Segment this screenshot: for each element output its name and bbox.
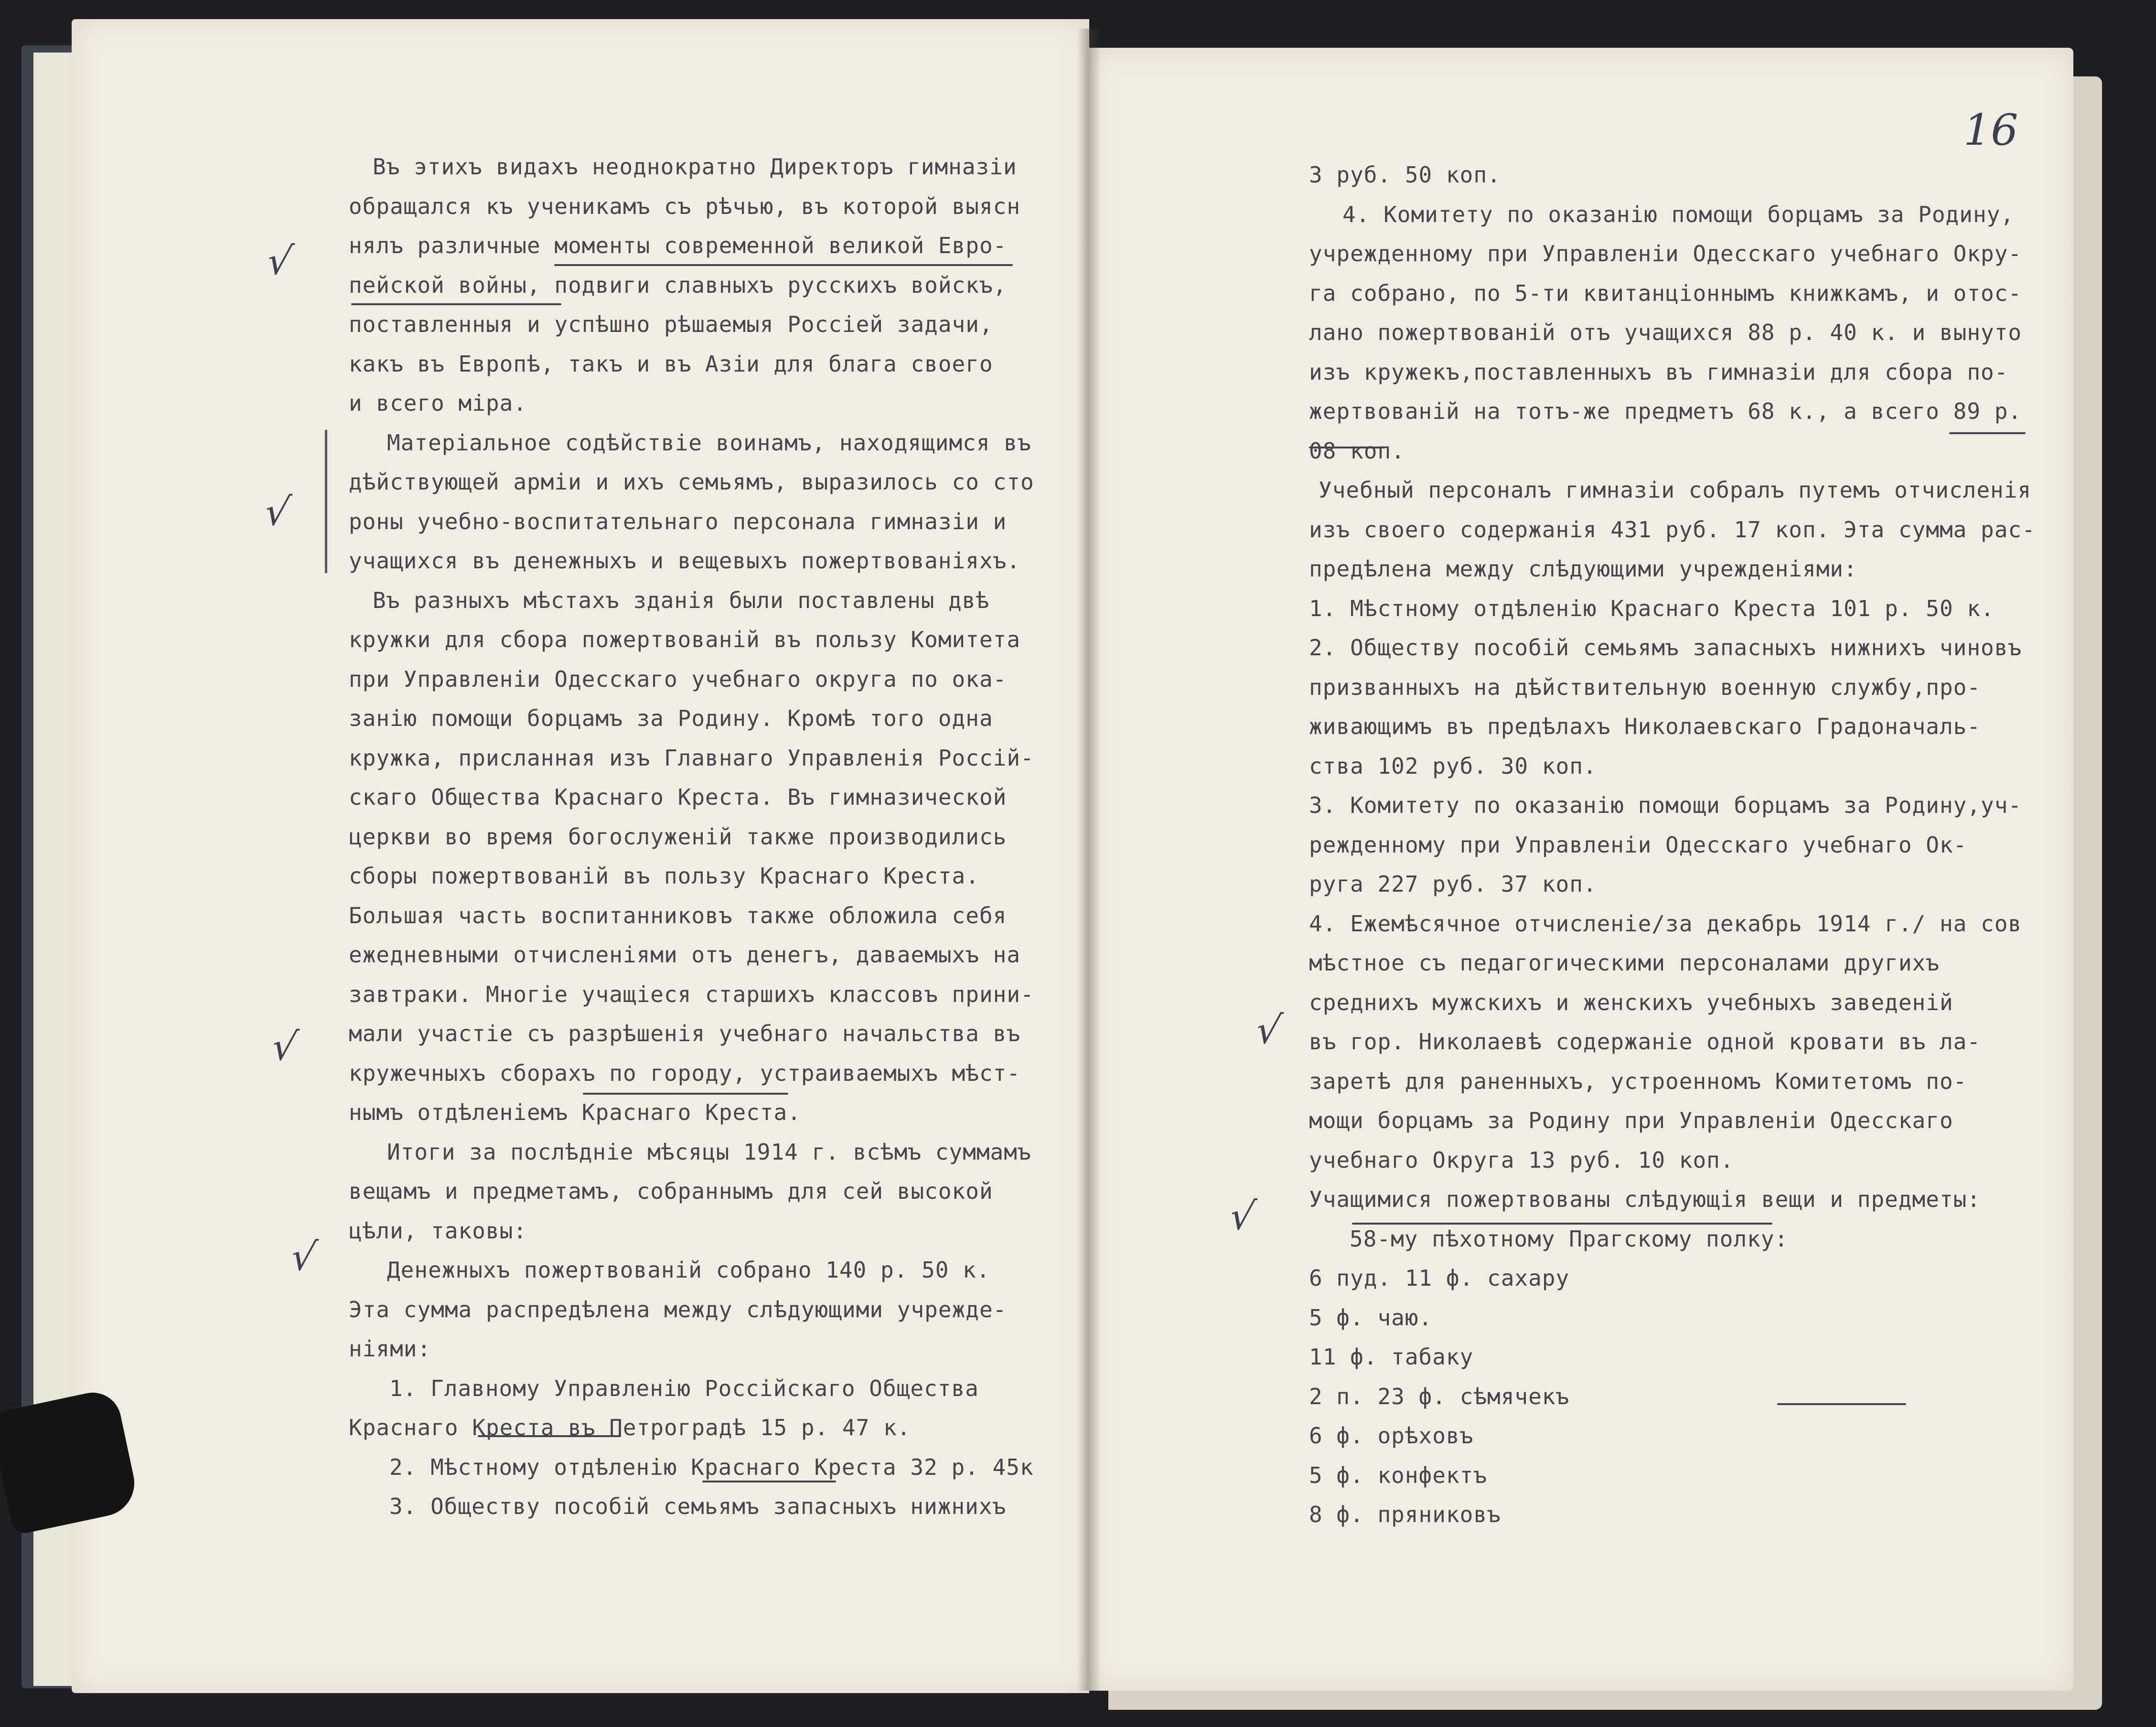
- text-line: мощи борцамъ за Родину при Управленіи Одесскаго: [1309, 1108, 1953, 1133]
- text-line: учебнаго Округа 13 руб. 10 коп.: [1309, 1147, 1734, 1173]
- text-line: среднихъ мужскихъ и женскихъ учебныхъ заведеній: [1309, 989, 1953, 1015]
- text-line: роны учебно-воспитательнаго персонала гимназіи и: [349, 508, 1007, 534]
- text-line: 4. Ежемѣсячное отчисленіе/за декабрь 1914 г./ на сов: [1309, 910, 2022, 937]
- text-line: живающимъ въ предѣлахъ Николаевскаго Градоначаль-: [1309, 714, 1981, 739]
- text-line: изъ кружекъ,поставленныхъ въ гимназіи для сбора по-: [1309, 359, 2008, 385]
- text-line: кружки для сбора пожертвованій въ пользу Комитета: [349, 627, 1021, 652]
- text-line: 58-му пѣхотному Прагскому полку:: [1350, 1226, 1789, 1252]
- text-line: 1. Главному Управленію Россійскаго Общества: [389, 1375, 979, 1401]
- text-line: ежедневными отчисленіями отъ денегъ, даваемыхъ на: [349, 942, 1021, 968]
- text-line: 2. Мѣстному отдѣленію Краснаго Креста 32 р. 45к: [389, 1454, 1034, 1480]
- text-line: 8 ф. пряниковъ: [1309, 1502, 1501, 1527]
- text-line: га собрано, по 5-ти квитанціоннымъ книжкамъ, и отос-: [1309, 280, 2022, 306]
- text-line: 5 ф. чаю.: [1309, 1304, 1433, 1331]
- text-line: скаго Общества Краснаго Креста. Въ гимназической: [349, 784, 1007, 810]
- text-line: 4. Комитету по оказанію помощи борцамъ за Родину,: [1342, 201, 2015, 227]
- text-line: вещамъ и предметамъ, собраннымъ для сей высокой: [349, 1178, 993, 1204]
- text-line: Матеріальное содѣйствіе воинамъ, находящимся въ: [387, 429, 1031, 456]
- text-line: пейской войны, подвиги славныхъ русскихъ войскъ,: [349, 272, 1007, 298]
- text-line: Краснаго Креста въ Петроградѣ 15 р. 47 к.: [349, 1415, 911, 1440]
- left-page-text: [349, 147, 1075, 1526]
- page-number: 16: [1963, 105, 2018, 155]
- text-line: Въ разныхъ мѣстахъ зданія были поставлены двѣ: [373, 587, 990, 613]
- text-line: сборы пожертвованій въ пользу Краснаго Креста.: [349, 863, 979, 889]
- checkmark-icon: √: [287, 1235, 320, 1279]
- text-line: 3. Обществу пособій семьямъ запасныхъ нижнихъ: [389, 1493, 1007, 1519]
- text-line: дѣйствующей арміи и ихъ семьямъ, выразилось со сто: [349, 469, 1034, 495]
- text-line: кружка, присланная изъ Главнаго Управленія Россій-: [349, 745, 1034, 771]
- text-line: заретѣ для раненныхъ, устроенномъ Комитетомъ по-: [1309, 1068, 1967, 1094]
- right-page-text: [1309, 155, 2054, 1535]
- text-line: Итоги за послѣдніе мѣсяцы 1914 г. всѣмъ суммамъ: [387, 1139, 1031, 1165]
- checkmark-icon: √: [261, 490, 294, 534]
- text-line: Въ этихъ видахъ неоднократно Директоръ гимназіи: [373, 154, 1017, 180]
- text-line: Учебный персоналъ гимназіи собралъ путемъ отчисленія: [1319, 477, 2032, 503]
- text-line: при Управленіи Одесскаго учебнаго округа по ока-: [349, 666, 1007, 692]
- text-line: учрежденному при Управленіи Одесскаго учебнаго Окру-: [1309, 241, 2022, 267]
- text-line: руга 227 руб. 37 коп.: [1309, 871, 1597, 897]
- text-line: 1. Мѣстному отдѣленію Краснаго Креста 101 р. 50 к.: [1309, 595, 1995, 621]
- checkmark-icon: √: [1226, 1194, 1259, 1238]
- text-line: изъ своего содержанія 431 руб. 17 коп. Эта сумма рас-: [1309, 516, 2036, 543]
- text-line: призванныхъ на дѣйствительную военную службу,про-: [1309, 674, 1981, 700]
- text-line: Эта сумма распредѣлена между слѣдующими учрежде-: [349, 1296, 1007, 1322]
- text-line: ства 102 руб. 30 коп.: [1309, 753, 1597, 779]
- margin-bracket-mark: [325, 430, 327, 573]
- text-line: нялъ различные моменты современной великой Евро-: [349, 233, 1007, 258]
- text-line: 6 ф. орѣховъ: [1309, 1423, 1474, 1449]
- text-line: 08 коп.: [1309, 437, 1405, 464]
- text-line: предѣлена между слѣдующими учрежденіями:: [1309, 556, 1857, 582]
- text-line: Денежныхъ пожертвованій собрано 140 р. 50 к.: [387, 1257, 990, 1283]
- text-line: церкви во время богослуженій также производились: [349, 823, 1007, 850]
- text-line: и всего міра.: [349, 390, 527, 416]
- text-line: режденному при Управленіи Одесскаго учебнаго Ок-: [1309, 832, 1967, 858]
- text-line: 3. Комитету по оказанію помощи борцамъ за Родину,уч-: [1309, 792, 2022, 818]
- text-line: учащихся въ денежныхъ и вещевыхъ пожертвованіяхъ.: [349, 548, 1021, 574]
- text-line: Большая часть воспитанниковъ также обложила себя: [349, 902, 1007, 928]
- text-line: нымъ отдѣленіемъ Краснаго Креста.: [349, 1099, 801, 1125]
- text-line: Учащимися пожертвованы слѣдующія вещи и предметы:: [1309, 1186, 1981, 1212]
- text-line: цѣли, таковы:: [349, 1217, 527, 1244]
- checkmark-icon: √: [263, 239, 296, 283]
- text-line: обращался къ ученикамъ съ рѣчью, въ которой выясн: [349, 193, 1021, 219]
- text-line: мали участіе съ разрѣшенія учебнаго начальства въ: [349, 1021, 1021, 1046]
- text-line: 11 ф. табаку: [1309, 1344, 1474, 1370]
- text-line: жертвованій на тотъ-же предметъ 68 к., а всего 89 р.: [1309, 398, 2022, 424]
- book-spine: [1077, 29, 1101, 1691]
- text-line: поставленныя и успѣшно рѣшаемыя Россіей задачи,: [349, 311, 993, 337]
- text-line: 5 ф. конфектъ: [1309, 1462, 1488, 1488]
- text-line: кружечныхъ сборахъ по городу, устраиваемыхъ мѣст-: [349, 1060, 1021, 1086]
- text-line: ніями:: [349, 1336, 431, 1362]
- text-line: въ гор. Николаевѣ содержаніе одной кровати въ ла-: [1309, 1029, 1981, 1055]
- text-line: занію помощи борцамъ за Родину. Кромѣ того одна: [349, 705, 993, 731]
- text-line: 6 пуд. 11 ф. сахару: [1309, 1265, 1570, 1291]
- text-line: 2 п. 23 ф. сѣмячекъ: [1309, 1383, 1570, 1409]
- text-line: какъ въ Европѣ, такъ и въ Азіи для блага своего: [349, 351, 993, 377]
- text-line: 2. Обществу пособій семьямъ запасныхъ нижнихъ чиновъ: [1309, 635, 2022, 661]
- text-line: мѣстное съ педагогическими персоналами другихъ: [1309, 950, 1940, 976]
- text-line: 3 руб. 50 коп.: [1309, 162, 1501, 188]
- text-line: завтраки. Многіе учащіеся старшихъ классовъ прини-: [349, 981, 1034, 1007]
- text-line: лано пожертвованій отъ учащихся 88 р. 40 к. и вынуто: [1309, 320, 2022, 345]
- checkmark-icon: √: [1252, 1008, 1285, 1052]
- checkmark-icon: √: [268, 1024, 301, 1069]
